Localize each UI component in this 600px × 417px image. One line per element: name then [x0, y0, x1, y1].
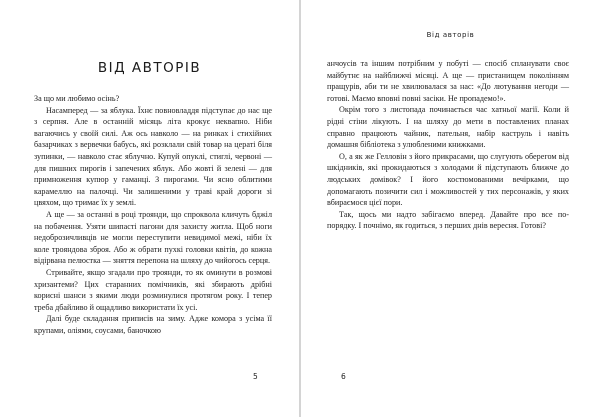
- left-page: [0, 0, 299, 417]
- right-page-text: [327, 58, 569, 232]
- chapter-title: ВІД АВТОРІВ: [97, 60, 202, 76]
- paragraph: анчоусів та іншим потрібним у побуті — спосіб спланувати своє майбутнє на найближчі місяці. А ще — пристанищем поколінням пращурів, аби ти не хвилювалася за нас: «До лютування негоди — готові. Маємо вповні повні засіки. Не пропадемо!».: [327, 59, 569, 103]
- page-number: 6: [341, 372, 346, 381]
- left-page-text: [34, 93, 272, 336]
- right-page: [301, 0, 600, 417]
- running-head: Від авторів: [426, 31, 475, 39]
- paragraph: Окрім того з листопада починається час хатньої магії. Коли й рідні стіни лікують. І на шляху до мети в поставлених планах справно працюють чайник, пательня, набір каструль і навіть домашня бібліотека з улюбленими книжками.: [327, 105, 569, 150]
- paragraph: Стривайте, якщо згадали про троянди, то як оминути в розмові хризантеми? Цих старанних помічників, які збирають дрібні корисні шанси з якими люди розминулися протягом року. І тепер треба дбайливо й ощадливо використати їх усі.: [34, 267, 272, 312]
- page-number: 5: [253, 372, 258, 381]
- paragraph: За що ми любимо осінь?: [34, 94, 120, 103]
- paragraph: Далі буде складання приписів на зиму. Адже комора з усіма її крупами, оліями, соусами, баночкою: [34, 314, 272, 335]
- paragraph: Насамперед — за яблука. Їхнє повновладдя підступає до нас ще з серпня. Але в останній місяць літа крокує неквапно. Ніби вагаючись у своїй силі. Аж ось навколо — на ринках і стихійних базарчиках з вервечки бабусь, які розклали свій товар на цераті біля зупинки, — навколо стає яблучно. Купуй опуклі, стиглі, червоні — для пишних пирогів і запечених яблук. Або жовті й зелені — для примноження купюр у гаманці. З пирогами. Чи ясно облитими карамеллю на палочці. Чи залишеними у траві край дороги зі цвяхом, що тримає їх у землі.: [34, 105, 272, 208]
- paragraph: А ще — за останні в році троянди, що спроквола кличуть бджіл на побачення. Узяти шипасті пагони для захисту житла. Щоб ноги недоброзичливців не могли переступити невидимої межі, ніби їх коле трояндова зброя. Або ж обрати пухкі головки квітів, до кожна відірвана пелюстка — зняття перепона на шляху до чийогось серця.: [34, 209, 272, 266]
- paragraph: Так, щось ми надто забігаємо вперед. Давайте про все по-порядку. І почнімо, як годиться, з перших днів вересня. Готові?: [327, 209, 569, 231]
- paragraph: О, а як же Гелловін з його прикрасами, що слугують оберегом від шкідників, які прокидаються з холодами й підступають ближче до людських домівок? І його костюмованими вечірками, що допомагають позичити сил і можливостей у тих персонажів, у яких вбираємося цієї пори.: [327, 151, 569, 208]
